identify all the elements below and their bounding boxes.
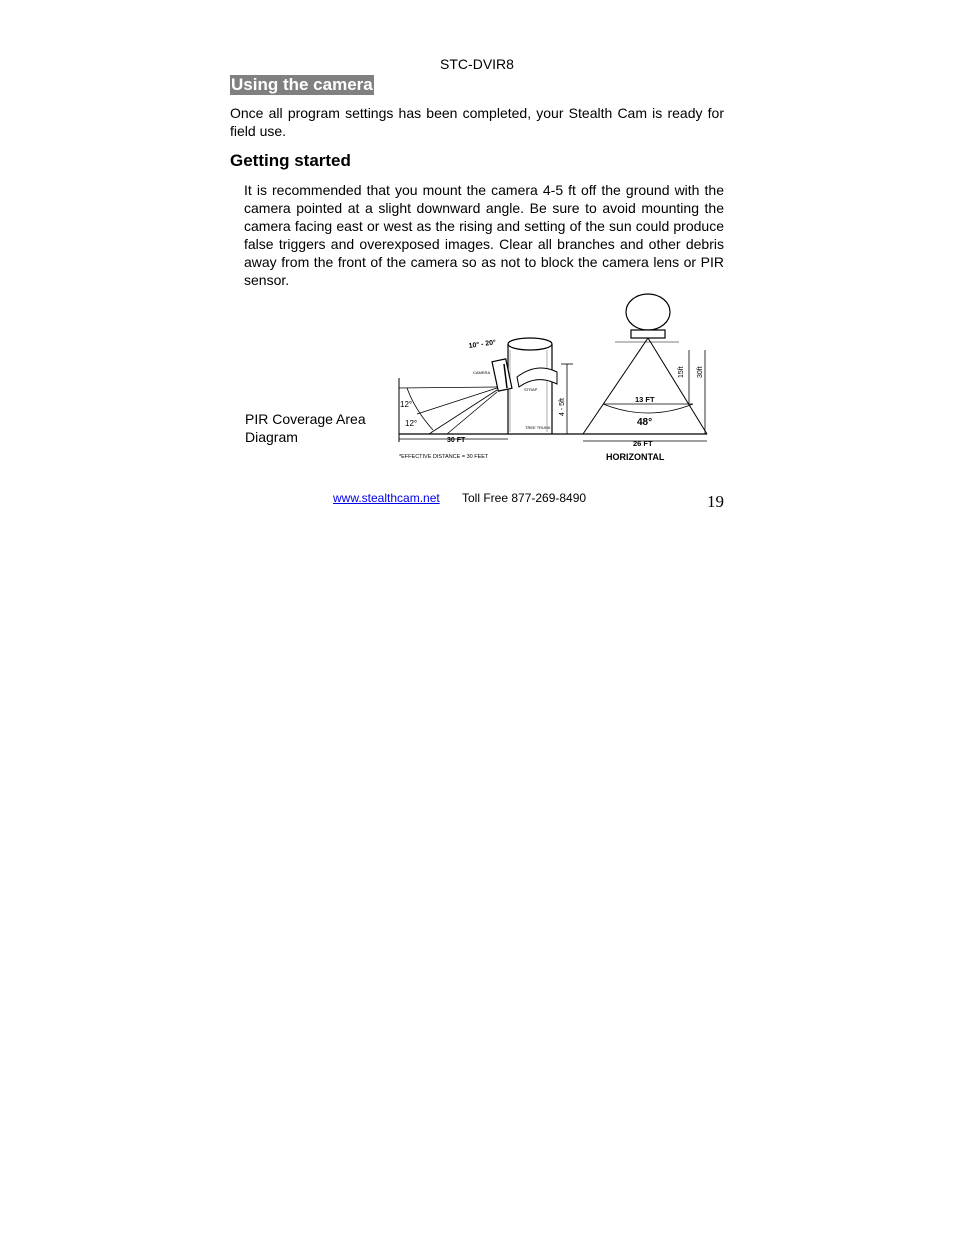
pir-coverage-diagram — [397, 292, 709, 464]
tree-trunk-label: TREE TRUNK — [525, 425, 551, 430]
strap-label: STRAP — [524, 387, 538, 392]
tilt-label: 10° - 20° — [468, 339, 497, 350]
getting-started-paragraph: It is recommended that you mount the camera 4-5 ft off the ground with the camera pointed at a slight downward angle. Be sure to avoid mounting the camera facing east or west as the rising and setting of the sun could produce false triggers and overexposed images. Clear all branches and other debris away from the front of the camera so as not to block the camera lens or PIR sensor. — [244, 182, 724, 288]
fov-arc — [603, 404, 693, 413]
near-width-label: 13 FT — [635, 395, 655, 404]
top-view-tree — [626, 294, 670, 330]
tree-trunk — [508, 338, 552, 434]
lower-angle-label: 12° — [405, 419, 418, 428]
strap — [517, 368, 557, 387]
model-name: STC-DVIR8 — [440, 56, 514, 72]
distance-label: 30 FT — [447, 437, 466, 444]
website-link[interactable]: www.stealthcam.net — [333, 491, 440, 505]
fov-angle-label: 48° — [637, 417, 653, 428]
camera-body — [492, 359, 512, 391]
top-view-camera — [631, 330, 665, 338]
upper-angle-label: 12° — [400, 400, 413, 409]
section-title: Using the camera — [231, 75, 373, 94]
intro-paragraph: Once all program settings has been completed, your Stealth Cam is ready for field use. — [230, 105, 724, 139]
subsection-title: Getting started — [230, 151, 351, 170]
effective-distance-note: *EFFECTIVE DISTANCE = 30 FEET — [399, 454, 489, 460]
depth-far-label: 30ft — [697, 366, 704, 378]
view-label: HORIZONTAL — [606, 452, 665, 462]
depth-near-label: 15ft — [678, 366, 685, 378]
height-label: 4 - 5ft — [559, 398, 566, 416]
toll-free-phone: Toll Free 877-269-8490 — [462, 491, 587, 505]
camera-label: CAMERA — [473, 370, 491, 375]
far-width-label: 26 FT — [633, 439, 653, 448]
page-number: 19 — [707, 492, 724, 511]
figure-caption: PIR Coverage Area Diagram — [245, 411, 366, 445]
